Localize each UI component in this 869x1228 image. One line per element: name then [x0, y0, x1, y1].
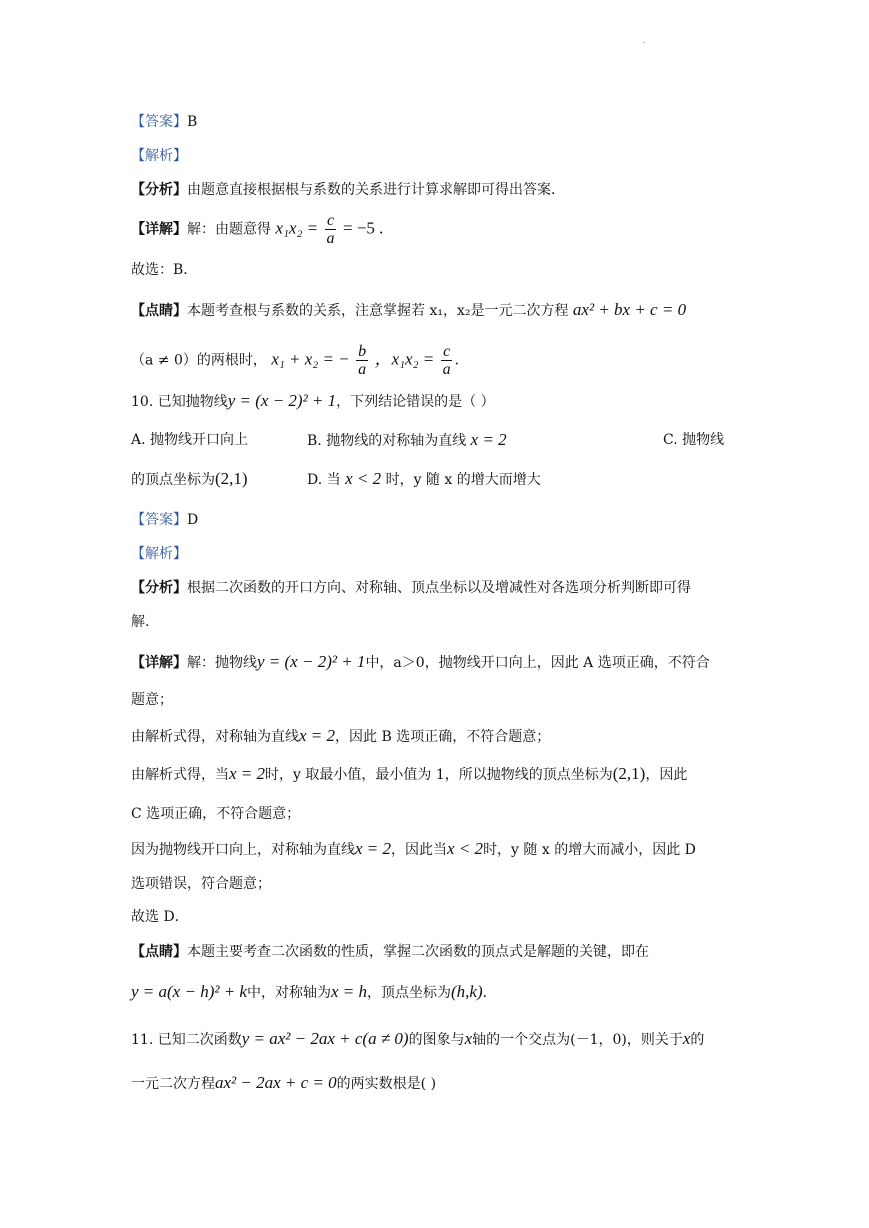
detail-formula-rhs: = −5 . — [343, 218, 384, 238]
q9-comment-line1 — [131, 300, 686, 321]
q10-analysis-line2: 解. — [131, 614, 150, 630]
q11-stem-line1: 11. 已知二次函数y = ax² − 2ax + c(a ≠ 0)的图象与x轴的一个交点为(－1，0)，则关于x的 — [131, 1029, 705, 1048]
comment-equation: ax² + bx + c = 0 — [572, 300, 687, 319]
q10-comment-line2: y = a(x − h)² + k中，对称轴为x = h，顶点坐标为(h,k)． — [131, 982, 497, 1001]
q10-line-d2: 选项错误，符合题意； — [131, 876, 271, 892]
q11-stem-line2: 一元二次方程ax² − 2ax + c = 0的两实数根是( ) — [131, 1073, 437, 1092]
comment-tag: 【点睛】 — [131, 303, 187, 319]
q10-analysis-line1: 【分析】根据二次函数的开口方向、对称轴、顶点坐标以及增减性对各选项分析判断即可得 — [131, 580, 691, 596]
q10-answer-value: D — [187, 512, 199, 528]
q10-line-b: 由解析式得，对称轴为直线x = 2，因此 B 选项正确，不符合题意； — [131, 726, 551, 745]
q10-answer-line: 【答案】D — [131, 512, 199, 528]
sum-fraction: $\frac{b}{a}$ — [358, 343, 367, 378]
q9-detail-line — [131, 212, 383, 247]
header-mark: . — [643, 36, 646, 45]
option-a: A. 抛物线开口向上 — [131, 432, 249, 448]
detail-text: 解：由题意得 — [187, 221, 271, 238]
detail-fraction: $\frac{c}{a}$ — [326, 212, 335, 247]
q9-analysis-line — [131, 180, 565, 200]
option-c-end: 的顶点坐标为(2,1) — [131, 469, 248, 488]
analysis-tag: 【分析】 — [131, 182, 187, 198]
q10-options-row2 — [131, 469, 541, 490]
q10-choose-line: 故选 D． — [131, 909, 189, 925]
q10-options-row1 — [131, 430, 725, 450]
q10-line-c2: C 选项正确，不符合题意； — [131, 806, 301, 822]
comment-text: 本题考查根与系数的关系，注意掌握若 x₁，x₂是一元二次方程 — [187, 303, 569, 319]
analysis-text: 由题意直接根据根与系数的关系进行计算求解即可得出答案． — [187, 182, 565, 198]
q10-comment-line1: 【点睛】本题主要考查二次函数的性质，掌握二次函数的顶点式是解题的关键，即在 — [131, 944, 649, 960]
q9-choose-line: 故选：B． — [131, 262, 198, 278]
detail-tag: 【详解】 — [131, 221, 187, 238]
option-c-start: C. 抛物线 — [663, 432, 725, 448]
q9-comment-line2 — [131, 343, 469, 378]
q10-stem: 10. 已知抛物线y = (x − 2)² + 1，下列结论错误的是（ ） — [131, 391, 495, 410]
jiexi-tag: 【解析】 — [131, 148, 187, 164]
comment-line2-pre: （a ≠ 0）的两根时， — [131, 352, 267, 369]
q10-stem-eq: y = (x − 2)² + 1 — [227, 391, 337, 410]
answer-value: B — [187, 114, 198, 130]
prod-fraction: $\frac{c}{a}$ — [442, 343, 451, 378]
sum-lhs: x₁ + x₂ = − — [271, 349, 350, 369]
q10-line-d1: 因为抛物线开口向上，对称轴为直线x = 2，因此当x < 2时，y 随 x 的增大而减小，因此 D — [131, 839, 696, 858]
q10-jiexi-line: 【解析】 — [131, 546, 187, 562]
q9-jiexi-line — [131, 146, 187, 166]
q10-line-c1: 由解析式得，当x = 2时，y 取最小值，最小值为 1，所以抛物线的顶点坐标为(2,1)，因此 — [131, 764, 688, 783]
answer-tag: 【答案】 — [131, 114, 187, 130]
option-d: D. 当 x < 2 时，y 随 x 的增大而增大 — [307, 469, 541, 488]
prod-lhs: ，x₁x₂ = — [374, 349, 435, 369]
q10-detail-line2: 题意； — [131, 692, 173, 708]
detail-formula-lhs: x₁x₂ = — [275, 218, 319, 238]
prod-end: ． — [454, 352, 469, 369]
q9-answer-line — [131, 112, 197, 132]
q10-detail-line1: 【详解】解：抛物线y = (x − 2)² + 1中，a＞0，抛物线开口向上，因此 A 选项正确，不符合 — [131, 652, 710, 671]
option-b: B. 抛物线的对称轴为直线 x = 2 — [307, 430, 507, 449]
